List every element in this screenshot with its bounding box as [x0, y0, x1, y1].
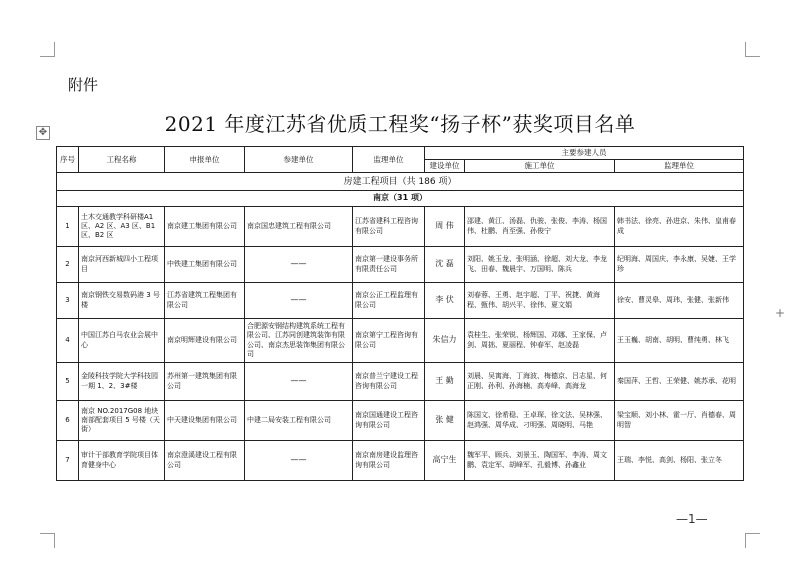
construction-owner: 高宁生 — [425, 441, 465, 481]
header-seq: 序号 — [57, 147, 79, 173]
project-name: 金陵科技学院大学科技园一期 1、2、3#楼 — [79, 363, 165, 401]
supervisor-personnel: 梁宝顺、刘小林、霍一厅、肖德春、周明智 — [615, 401, 744, 441]
project-name: 南京河西新城四小工程项目 — [79, 247, 165, 283]
table-move-handle-icon[interactable]: ✥ — [36, 126, 50, 140]
builder-personnel: 邵建、黄江、汤磊、仇骏、张俊、李涛、杨国伟、杜鹏、肖至强、孙俊宁 — [465, 207, 615, 247]
row-number: 6 — [57, 401, 79, 441]
construction-owner: 沈 磊 — [425, 247, 465, 283]
construction-owner: 王 勤 — [425, 363, 465, 401]
table-row — [57, 247, 744, 283]
builder-personnel: 刘晨、吴寓海、丁海波、梅德京、吕志星、何正刚、孙利、孙海楠、高寿峰、高海龙 — [465, 363, 615, 401]
award-table — [56, 146, 744, 481]
crop-mark-bottom-right — [745, 533, 760, 548]
builder-personnel: 陈国文、徐希稳、王卓琛、徐文法、吴林强、赵鸿强、周华成、刁明强、周晓明、马艳 — [465, 401, 615, 441]
table-body — [57, 207, 744, 481]
construction-owner: 李 伏 — [425, 283, 465, 319]
table-row — [57, 401, 744, 441]
participant-unit: —— — [245, 441, 353, 481]
section-row — [57, 173, 744, 191]
row-number: 7 — [57, 441, 79, 481]
attachment-label: 附件 — [68, 76, 99, 94]
supervisor-unit: 南京南房建设监理咨询有限公司 — [353, 441, 425, 481]
section-title: 房建工程项目（共 186 项） — [57, 173, 744, 191]
supervisor-unit: 南京普兰宁建设工程咨询有限公司 — [353, 363, 425, 401]
supervisor-unit: 南京国通建设工程咨询有限公司 — [353, 401, 425, 441]
builder-personnel: 刘阳、姚玉龙、张明涵、徐超、刘大龙、李龙飞、田春、魏晨宇、万国明、陈兵 — [465, 247, 615, 283]
table-row — [57, 283, 744, 319]
construction-owner: 周 伟 — [425, 207, 465, 247]
construction-owner: 朱信力 — [425, 319, 465, 363]
subheader-builder: 施工单位 — [465, 160, 615, 173]
subheader-supervisor: 监理单位 — [615, 160, 744, 173]
participant-unit: 中建二局安装工程有限公司 — [245, 401, 353, 441]
row-number: 5 — [57, 363, 79, 401]
applicant-unit: 南京澄溪建设工程有限公司 — [165, 441, 245, 481]
region-title: 南京（31 项） — [57, 191, 744, 207]
supervisor-personnel: 韩书法、徐亮、孙进京、朱伟、皇甫春成 — [615, 207, 744, 247]
crop-mark-bottom-left — [40, 533, 55, 548]
participant-unit: —— — [245, 247, 353, 283]
table-row — [57, 441, 744, 481]
project-name: 审计干部教育学院项目体育健身中心 — [79, 441, 165, 481]
table-row — [57, 363, 744, 401]
row-number: 3 — [57, 283, 79, 319]
project-name: 中国江苏白马农业会展中心 — [79, 319, 165, 363]
header-row — [57, 147, 744, 160]
participant-unit: —— — [245, 283, 353, 319]
crop-mark-top-right — [745, 42, 760, 57]
row-number: 1 — [57, 207, 79, 247]
header-applicant: 申报单位 — [165, 147, 245, 173]
construction-owner: 张 健 — [425, 401, 465, 441]
project-name: 南京钢铁交易数码港 3 号楼 — [79, 283, 165, 319]
builder-personnel: 刘春蓉、王勇、赵宇超、丁平、祝捷、黄海程、甄伟、胡兴平、徐伟、夏文娟 — [465, 283, 615, 319]
subheader-construction: 建设单位 — [425, 160, 465, 173]
supervisor-personnel: 王瑞、李悦、高剑、杨阳、张立冬 — [615, 441, 744, 481]
supervisor-unit: 南京第宁工程咨询有限公司 — [353, 319, 425, 363]
supervisor-unit: 南京公正工程监理有限公司 — [353, 283, 425, 319]
add-row-icon[interactable]: + — [775, 306, 786, 320]
applicant-unit: 中天建设集团有限公司 — [165, 401, 245, 441]
applicant-unit: 南京建工集团有限公司 — [165, 207, 245, 247]
supervisor-personnel: 秦国萍、王哲、王荣健、姚苏承、花明 — [615, 363, 744, 401]
supervisor-personnel: 纪明海、周国庆、李永康、吴婕、王学珍 — [615, 247, 744, 283]
row-number: 4 — [57, 319, 79, 363]
project-name: 土木交通教学科研楼A1 区、A2 区、A3 区、B1 区、B2 区 — [79, 207, 165, 247]
participant-unit: 合肥源安钢结构建筑系统工程有限公司、江苏同创建筑装饰有限公司、南京杰思装饰集团有限公司 — [245, 319, 353, 363]
applicant-unit: 苏州第一建筑集团有限公司 — [165, 363, 245, 401]
header-main-personnel: 主要参建人员 — [425, 147, 744, 160]
header-participant: 参建单位 — [245, 147, 353, 173]
page-number: —1— — [676, 512, 708, 526]
crop-mark-top-left — [40, 42, 55, 57]
header-supervisor: 监理单位 — [353, 147, 425, 173]
row-number: 2 — [57, 247, 79, 283]
builder-personnel: 袁桂生、张荣锐、杨辉国、邓娜、王家保、卢剑、周拙、夏丽程、钟春军、赵凌磊 — [465, 319, 615, 363]
supervisor-personnel: 徐安、曹灵皋、周玮、张健、张新伟 — [615, 283, 744, 319]
table-row — [57, 319, 744, 363]
region-row — [57, 191, 744, 207]
supervisor-unit: 南京第一建设事务所有限责任公司 — [353, 247, 425, 283]
table-row — [57, 207, 744, 247]
participant-unit: 南京国忠建筑工程有限公司 — [245, 207, 353, 247]
participant-unit: —— — [245, 363, 353, 401]
builder-personnel: 魏军平、顾兵、刘景玉、陶国军、李涛、周文鹏、袁定军、胡峰军、孔毅博、孙鑫业 — [465, 441, 615, 481]
supervisor-personnel: 王玉巍、胡南、胡明、曹纯勇、林飞 — [615, 319, 744, 363]
header-project: 工程名称 — [79, 147, 165, 173]
applicant-unit: 中铁建工集团有限公司 — [165, 247, 245, 283]
project-name: 南京 NO.2017G08 地块南部配套项目 5 号楼（天街） — [79, 401, 165, 441]
applicant-unit: 江苏省建筑工程集团有限公司 — [165, 283, 245, 319]
supervisor-unit: 江苏省建科工程咨询有限公司 — [353, 207, 425, 247]
applicant-unit: 南京明辉建设有限公司 — [165, 319, 245, 363]
document-title: 2021 年度江苏省优质工程奖“扬子杯”获奖项目名单 — [164, 112, 636, 136]
